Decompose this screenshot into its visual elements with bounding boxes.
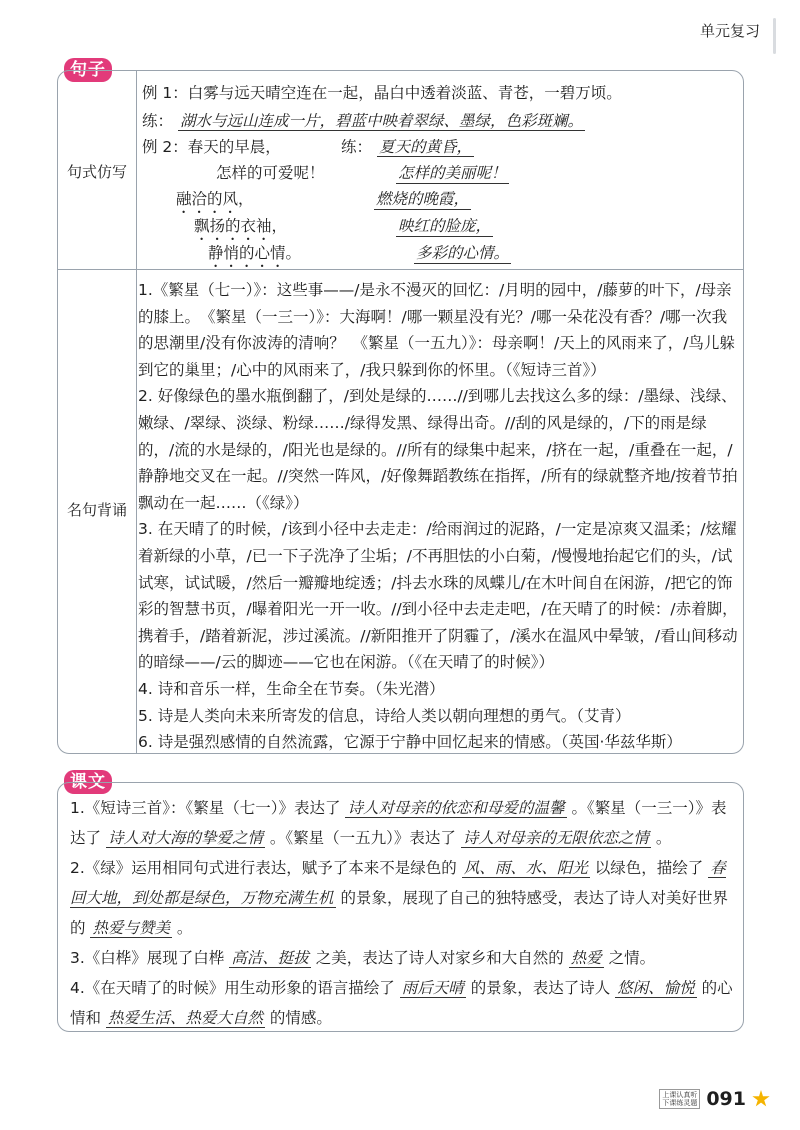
famous-line-item: 4. 诗和音乐一样，生命全在节奏。（朱光潜） <box>138 679 445 698</box>
sentences-box <box>57 70 744 754</box>
famous-line-item: 2. 好像绿色的墨水瓶倒翻了，/到处是绿的……//到哪儿去找这么多的绿：/墨绿、浅绿、嫩绿、/翠绿、淡绿、粉绿……/绿得发黑、绿得出奇。//刮的风是绿的，/下的雨是绿的，/流的水是绿的，/阳光也是绿的。//所有的绿集中起来，/挤在一起，/重叠在一起，/静静地交叉在一起。//突然一阵风，/好像舞蹈教练在指挥，/所有的绿就整齐地/按着节拍飘动在一起……（《绿》） <box>138 387 738 512</box>
practice1 <box>142 109 585 131</box>
blank-answer: 春回大地，到处都是绿色，万物充满生机 <box>70 859 726 907</box>
blank-answer: 诗人对大海的挚爱之情 <box>107 829 263 847</box>
famous-lines <box>138 277 738 756</box>
famous-line-item: 5. 诗是人类向未来所寄发的信息，诗给人类以朝向理想的勇气。（艾青） <box>138 706 631 725</box>
lesson-item-1: 1.《短诗三首》：《繁星（七一）》表达了 诗人对母亲的依恋和母爱的温馨 。《繁星（一三一）》表达了 诗人对大海的挚爱之情 。《繁星（一五九）》表达了 诗人对母亲的无限依恋之情 。 <box>70 799 727 847</box>
right-edge-bar <box>773 18 776 54</box>
famous-line-item: 6. 诗是强烈感情的自然流露，它源于宁静中回忆起来的情感。（英国·华兹华斯） <box>138 733 682 752</box>
unit-title: 单元复习 <box>699 22 760 40</box>
blank-answer: 热爱生活、热爱大自然 <box>107 1009 263 1027</box>
famous-line-item: 3. 在天晴了的时候，/该到小径中去走走：/给雨润过的泥路，/一定是凉爽又温柔；/炫耀着新绿的小草，/已一下子洗净了尘垢；/不再胆怯的小白菊，/慢慢地抬起它们的头，/试试寒，试试暖，/然后一瓣瓣地绽透；/抖去水珠的凤蝶儿/在木叶间自在闲游，/把它的饰彩的智慧书页，/曝着阳光一开一收。//到小径中去走走吧，/在天晴了的时候：/赤着脚，携着手，/踏着新泥，涉过溪流。//新阳推开了阴霾了，/溪水在温风中晕皱，/看山间移动的暗绿——/云的脚迹——它也在闲游。（《在天晴了的时候》） <box>138 520 738 672</box>
example2-line: 怎样的可爱呢！ <box>216 164 325 182</box>
blank-answer: 风、雨、水、阳光 <box>463 859 588 877</box>
blank-answer: 雨后天晴 <box>401 979 464 997</box>
practice2-line: 怎样的美丽呢！ <box>396 161 509 184</box>
practice2-head-answer: 夏天的黄昏， <box>378 138 472 156</box>
lesson-item-4: 4.《在天晴了的时候》用生动形象的语言描绘了 雨后天晴 的景象，表达了诗人 悠闲、愉悦 的心情和 热爱生活、热爱大自然 的情感。 <box>70 979 733 1027</box>
blank-answer: 诗人对母亲的依恋和母爱的温馨 <box>347 799 565 817</box>
lesson-item-2: 2.《绿》运用相同句式进行表达，赋予了本来不是绿色的 风、雨、水、阳光 以绿色，描绘了 春回大地，到处都是绿色，万物充满生机 的景象，展现了自己的独特感受，表达了诗人对美好世界的 热爱与赞美 。 <box>70 859 728 937</box>
lesson-list <box>70 793 735 1033</box>
example2-head: 例 2：春天的早晨， <box>142 138 281 156</box>
footer-note: 上课认真听 下课练灵题 <box>659 1089 700 1109</box>
example2-line: 静悄的心情。 <box>208 244 302 262</box>
row-label-imitation: 句式仿写 <box>66 163 127 181</box>
texts-box <box>57 782 744 1032</box>
practice2-line: 燃烧的晚霞， <box>374 187 471 210</box>
row-label-famous: 名句背诵 <box>66 501 127 519</box>
blank-answer: 热爱 <box>570 949 602 967</box>
blank-answer: 热爱与赞美 <box>92 919 170 937</box>
col-divider <box>136 71 137 753</box>
famous-line-item: 1.《繁星（七一）》：这些事——/是永不漫灭的回忆：/月明的园中，/藤萝的叶下，/母亲的膝上。 《繁星（一三一）》：大海啊！/哪一颗星没有光？/哪一朵花没有香？/哪一次我的思潮里/没有你波涛的清响？ 《繁星（一五九）》：母亲啊！/天上的风雨来了，/鸟儿躲到它的巢里；/心中的风雨来了，/我只躲到你的怀里。（《短诗三首》） <box>138 281 735 379</box>
practice2-line: 映红的脸庞， <box>396 214 493 237</box>
page-number: 091 <box>706 1088 746 1110</box>
row-divider <box>58 269 743 270</box>
section-tag-sentences: 句子 <box>64 58 112 82</box>
lesson-item-3: 3.《白桦》展现了白桦 高洁、挺拔 之美，表达了诗人对家乡和大自然的 热爱 之情。 <box>70 949 656 967</box>
practice-label: 练： <box>142 112 174 130</box>
star-icon <box>752 1090 770 1108</box>
practice2-head <box>341 135 474 157</box>
section-tag-texts: 课文 <box>64 770 112 794</box>
practice2-line: 多彩的心情。 <box>414 241 511 264</box>
example1-text: 例 1：白雾与远天晴空连在一起，晶白中透着淡蓝、青苍，一碧万顷。 <box>142 84 622 102</box>
example2-line: 飘扬的衣袖， <box>194 217 288 235</box>
practice-label: 练： <box>341 138 373 156</box>
page-footer <box>659 1088 770 1110</box>
blank-answer: 诗人对母亲的无限依恋之情 <box>462 829 649 847</box>
practice1-answer: 湖水与远山连成一片，碧蓝中映着翠绿、墨绿，色彩斑斓。 <box>179 112 583 130</box>
example2-line: 融洽的风， <box>176 190 254 208</box>
blank-answer: 高洁、挺拔 <box>231 949 309 967</box>
blank-answer: 悠闲、愉悦 <box>617 979 695 997</box>
